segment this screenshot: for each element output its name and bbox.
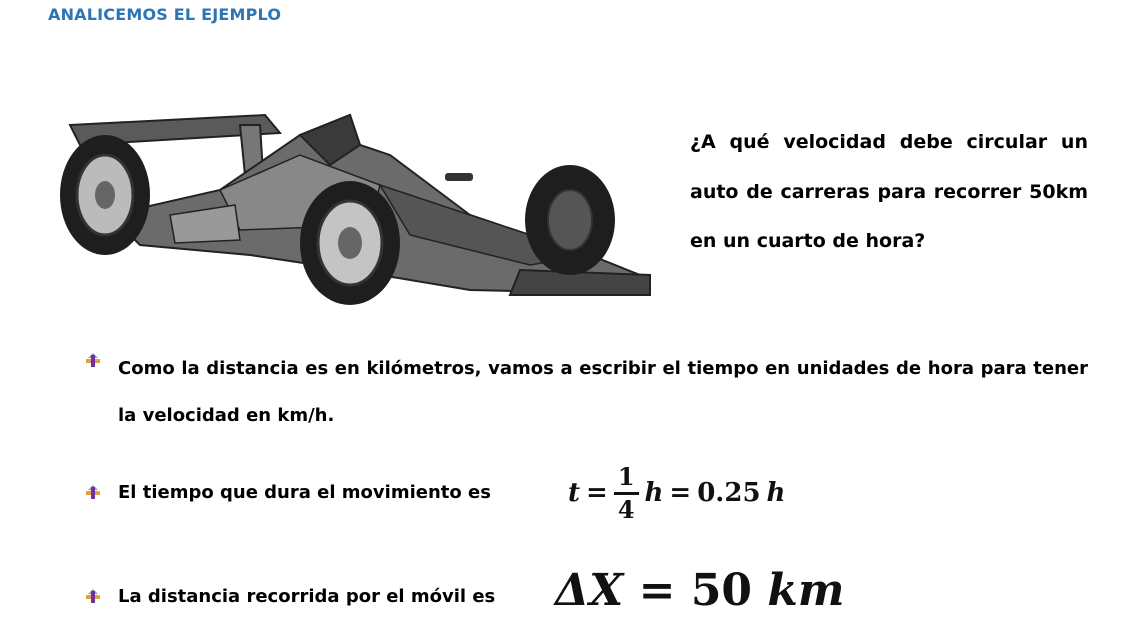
formula-delta-x: ΔX [555,565,624,616]
bullet-text-distance-units: Como la distancia es en kilómetros, vamos a escribir el tiempo en unidades de hora para tener la velocidad en km/h. [118,358,1088,426]
bullet-text-time: El tiempo que dura el movimiento es [118,482,491,503]
plus-bullet-icon [85,484,101,500]
distance-formula [555,565,844,616]
formula-decimal: 0.25 [697,478,761,508]
time-formula [568,458,785,528]
formula-unit-h-2: h [766,478,786,508]
fraction-numerator: 1 [617,461,635,491]
formula-equals-2: = [669,478,692,508]
formula-equals: = [586,478,608,508]
question-text: ¿A qué velocidad debe circular un auto de carreras para recorrer 50km en un cuarto de hora? [690,131,1088,252]
section-title: ANALICEMOS EL EJEMPLO [48,5,282,24]
race-car-image [50,95,655,310]
formula-fraction [614,461,639,524]
formula-distance-value: 50 [690,565,753,616]
plus-bullet-icon [85,352,101,368]
formula-variable-t: t [568,478,581,508]
formula-distance-unit: km [767,565,845,616]
bullet-text-distance: La distancia recorrida por el móvil es [118,586,496,607]
fraction-denominator: 4 [617,494,635,524]
formula-equals: = [638,565,676,616]
plus-bullet-icon [85,588,101,604]
formula-unit-h: h [644,478,664,508]
